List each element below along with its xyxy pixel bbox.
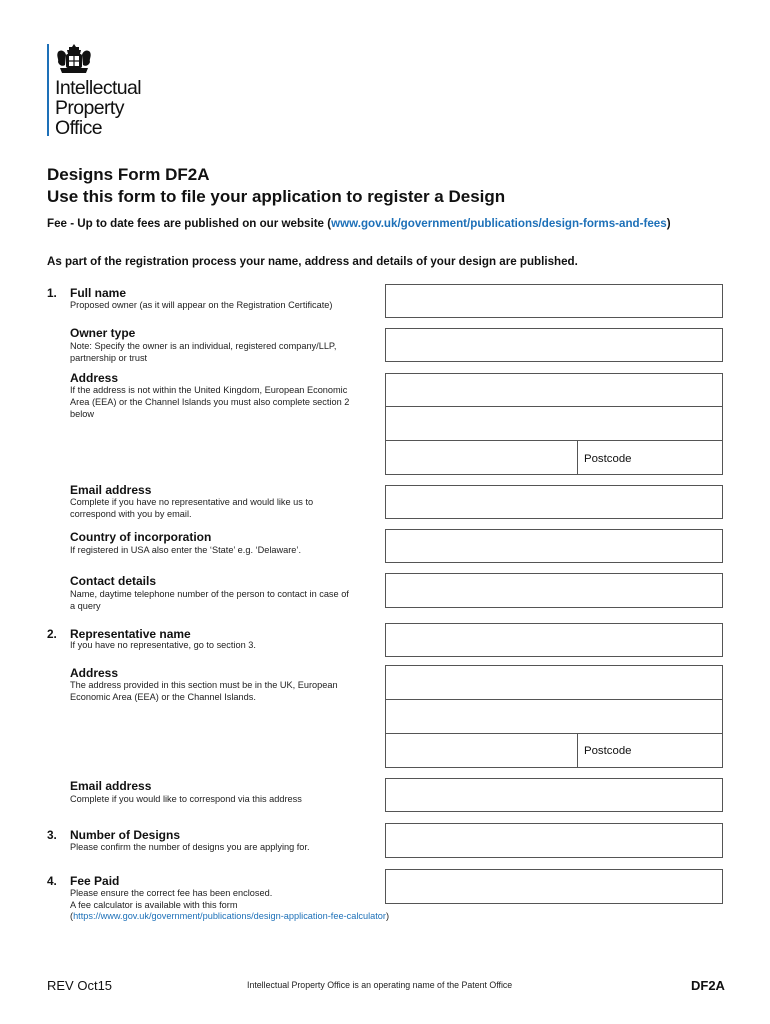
royal-crest-icon [54, 42, 94, 76]
fee-note-suffix: ) [666, 217, 671, 230]
address-line-2-field[interactable] [385, 406, 723, 441]
contact-hint: Name, daytime telephone number of the person to contact in case of a query [70, 589, 349, 611]
fee-calculator-link[interactable]: https://www.gov.uk/government/publications/design-application-fee-calculator [73, 911, 386, 921]
contact-field[interactable] [385, 573, 723, 608]
section-1-number: 1. [47, 286, 57, 300]
rep-email-label: Email address [70, 779, 152, 793]
num-designs-field[interactable] [385, 823, 723, 858]
fee-calculator-line [70, 910, 470, 922]
address-line-1-field[interactable] [385, 373, 723, 407]
rep-email-hint: Complete if you would like to correspond via this address [70, 794, 302, 804]
form-subtitle: Use this form to file your application to register a Design [47, 187, 506, 206]
address-hint: If the address is not within the United Kingdom, European Economic Area (EEA) or the Channel Islands you must also complete section 2 below [70, 385, 350, 419]
section-4-number: 4. [47, 874, 57, 888]
rep-name-label: Representative name [70, 627, 191, 641]
footer-revision: REV Oct15 [47, 978, 113, 993]
rep-email-field[interactable] [385, 778, 723, 812]
postcode-label: Postcode [584, 453, 632, 465]
full-name-label: Full name [70, 286, 127, 300]
publication-notice: As part of the registration process your name, address and details of your design are published. [47, 255, 578, 268]
country-hint: If registered in USA also enter the ‘State’ e.g. ‘Delaware’. [70, 545, 301, 555]
rep-name-field[interactable] [385, 623, 723, 657]
owner-type-field[interactable] [385, 328, 723, 362]
form-title: Designs Form DF2A [47, 165, 210, 184]
owner-type-label: Owner type [70, 326, 136, 340]
owner-type-hint: Note: Specify the owner is an individual, registered company/LLP, partnership or trust [70, 341, 337, 363]
fee-paid-hint-2: A fee calculator is available with this form [70, 900, 238, 910]
fee-paid-label: Fee Paid [70, 874, 120, 888]
postcode-field[interactable] [577, 440, 723, 475]
fee-link[interactable]: www.gov.uk/government/publications/design-forms-and-fees [331, 217, 667, 230]
country-label: Country of incorporation [70, 530, 212, 544]
rep-address-line-1-field[interactable] [385, 665, 723, 700]
logo-line-3: Office [55, 117, 102, 139]
full-name-field[interactable] [385, 284, 723, 318]
email-label: Email address [70, 483, 152, 497]
fee-note [47, 216, 707, 232]
rep-postcode-label: Postcode [584, 745, 632, 757]
address-line-3-field[interactable] [385, 440, 578, 475]
num-designs-label: Number of Designs [70, 828, 181, 842]
fee-paid-field[interactable] [385, 869, 723, 904]
logo-bar [47, 44, 49, 136]
country-field[interactable] [385, 529, 723, 563]
section-3-number: 3. [47, 828, 57, 842]
fee-calculator-open: ( [70, 911, 74, 921]
fee-calculator-close: ) [385, 911, 390, 921]
logo-text [55, 78, 141, 138]
footer-form-code: DF2A [691, 978, 725, 993]
rep-address-line-2-field[interactable] [385, 699, 723, 734]
email-hint: Complete if you have no representative and would like us to correspond with you by email. [70, 497, 314, 519]
rep-postcode-field[interactable] [577, 733, 723, 768]
rep-address-label: Address [70, 666, 119, 680]
rep-address-hint: The address provided in this section must be in the UK, European Economic Area (EEA) or the Channel Islands. [70, 680, 338, 702]
rep-name-hint: If you have no representative, go to section 3. [70, 640, 256, 650]
address-label: Address [70, 371, 119, 385]
fee-paid-hint-1: Please ensure the correct fee has been enclosed. [70, 888, 273, 898]
num-designs-hint: Please confirm the number of designs you are applying for. [70, 842, 310, 852]
footer-note: Intellectual Property Office is an operating name of the Patent Office [247, 980, 513, 990]
full-name-hint: Proposed owner (as it will appear on the Registration Certificate) [70, 300, 333, 310]
rep-address-line-3-field[interactable] [385, 733, 578, 768]
email-field[interactable] [385, 485, 723, 519]
section-2-number: 2. [47, 627, 57, 641]
contact-label: Contact details [70, 574, 157, 588]
fee-note-prefix: Fee - Up to date fees are published on our website ( [47, 217, 332, 230]
logo-line-2: Property [55, 97, 124, 119]
logo-line-1: Intellectual [55, 77, 142, 99]
